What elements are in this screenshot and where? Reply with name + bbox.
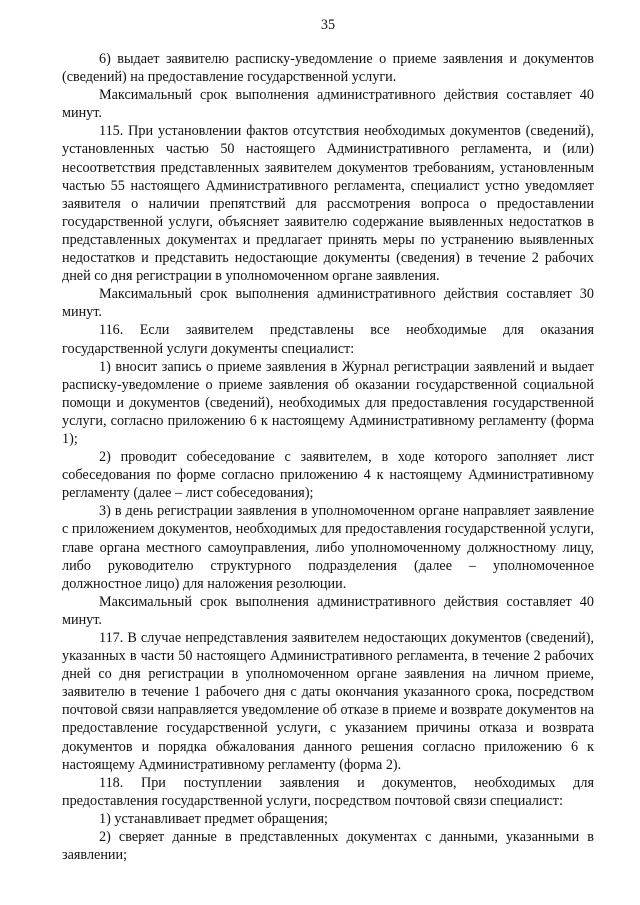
paragraph-116: 116. Если заявителем представлены все необходимые для оказания государственной услуги документы специалист: bbox=[62, 322, 594, 357]
paragraph-item-6: 6) выдает заявителю расписку-уведомление о приеме заявления и документов (сведений) на предоставление государственной услуги. bbox=[62, 51, 594, 86]
max-time-note: Максимальный срок выполнения административного действия составляет 40 минут. bbox=[62, 87, 594, 122]
max-time-note: Максимальный срок выполнения административного действия составляет 40 минут. bbox=[62, 593, 594, 628]
paragraph-118-item-1: 1) устанавливает предмет обращения; bbox=[99, 810, 328, 827]
paragraph-115: 115. При установлении фактов отсутствия необходимых документов (сведений), установленных частью 50 настоящего Административного регламента, и (или) несоответствия представленных заявителем документов требованиям, установленным частью 55 настоящего Административного регламента, специалист устно уведомляет заявителя о наличии препятствий для рассмотрения вопроса о предоставлении государственной услуги, объясняет заявителю содержание выявленных недостатков в представленных документах и предлагает принять меры по устранению выявленных недостатков и представить недостающие документы (сведения) в течение 2 рабочих дней со дня регистрации в уполномоченном органе заявления. bbox=[62, 123, 594, 285]
max-time-note: Максимальный срок выполнения административного действия составляет 30 минут. bbox=[62, 286, 594, 321]
paragraph-116-item-1: 1) вносит запись о приеме заявления в Журнал регистрации заявлений и выдает расписку-уведомление о приеме заявления об оказании государственной социальной помощи и документов (сведений), необходимых для предоставления государственной услуги, согласно приложению 6 к настоящему Административному регламенту (форма 1); bbox=[62, 358, 594, 447]
page-number: 35 bbox=[320, 17, 336, 33]
paragraph-118: 118. При поступлении заявления и документов, необходимых для предоставления государственной услуги, посредством почтовой связи специалист: bbox=[62, 774, 594, 809]
document-body bbox=[62, 50, 594, 864]
paragraph-116-item-3: 3) в день регистрации заявления в уполномоченном органе направляет заявление с приложением документов, необходимых для предоставления государственной услуги, главе органа местного самоуправления, либо уполномоченному должностному лицу, либо руководителю структурного подразделения (далее – уполномоченное должностное лицо) для наложения резолюции. bbox=[62, 503, 594, 592]
paragraph-118-item-2: 2) сверяет данные в представленных документах с данными, указанными в заявлении; bbox=[62, 829, 594, 864]
paragraph-116-item-2: 2) проводит собеседование с заявителем, в ходе которого заполняет лист собеседования по форме согласно приложению 4 к настоящему Административному регламенту (далее – лист собеседования); bbox=[62, 449, 594, 502]
document-page bbox=[62, 0, 594, 905]
paragraph-117: 117. В случае непредставления заявителем недостающих документов (сведений), указанных в части 50 настоящего Административного регламента, в течение 2 рабочих дней со дня регистрации в уполномоченном органе заявления на личном приеме, заявителю в течение 1 рабочего дня с даты окончания указанного срока, посредством почтовой связи направляется уведомление об отказе в приеме и возврате документов на предоставление государственной услуги, с указанием причины отказа и возврата документов и порядка обжалования данного решения согласно приложению 6 к настоящему Административному регламенту (форма 2). bbox=[62, 630, 594, 773]
